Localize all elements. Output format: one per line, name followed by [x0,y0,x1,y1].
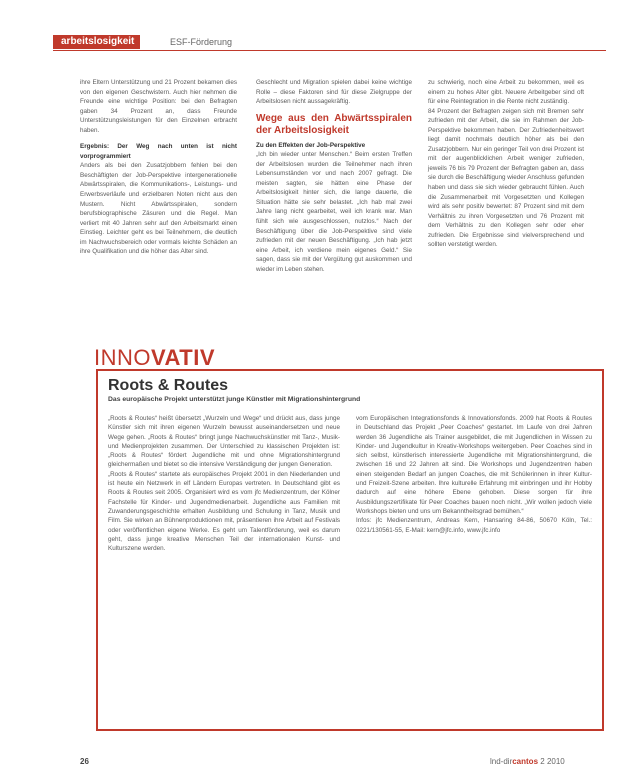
publication-prefix: lnd-dir [490,757,513,766]
publication-brand: cantos [512,757,539,766]
contact-info: Infos: jfc Medienzentrum, Andreas Kern, Hansaring 84-86, 50670 Köln, Tel.: 0221/130561-55, E-Mail: kern@jfc.info, www.jfc.info [356,517,592,534]
paragraph: Anders als bei den Zusatzjobbern fehlen bei den Beschäftigten der Job-Perspektive intergenerationelle Abwärtsspiralen, die Kommunikations-, Leistungs- und Erwerbsverläufe und erzielbaren Noten nicht aus den Mustern. Nicht Abwärtsspiralen, sondern berufsbiographische Zäsuren und die Regel. Man verliert mit 40 Jahren sehr auf den Arbeitsmarkt einen Einstieg. Leichter geht es bei Teilnehmern, die deutlich im Nachwuchsbereich oder vormals leichte Schäden an ihre Qualifikation und die höher das Alter sind. [80,162,237,256]
section-subtitle: ESF-Förderung [170,37,233,47]
section-tag: arbeitslosigkeit [53,35,140,49]
section-heading: Wege aus den Abwärtsspiralen der Arbeitslosigkeit [256,112,412,136]
paragraph: ihre Eltern Unterstützung und 21 Prozent bekamen dies von den eigenen Geschwistern. Auch hier nehmen die Freunde eine wichtige Position: bei den Befragten gaben 34 Prozent an, dass Freunde Unterstützungsleistungen für den Einzelnen erbracht haben. [80,79,237,134]
box-column-1 [108,414,340,553]
paragraph: zu schwierig, noch eine Arbeit zu bekommen, weil es einem zu hohes Alter gibt. Neuere Arbeitgeber sind oft für eine Reintegration in die Rente nicht zuständig. [428,79,584,106]
box-title: Roots & Routes [108,377,228,394]
page-number: 26 [80,757,89,766]
article-column-1 [80,78,237,257]
paragraph: vom Europäischen Integrationsfonds & Innovationsfonds. 2009 hat Roots & Routes in Deutschland das Projekt „Peer Coaches“ gestartet. Im Laufe von drei Jahren werden 36 Jugendliche als Trainer ausgebildet, die mit Jugendlichen in Wissen zu Kinder- und Jugendkultur in Kreativ-Workshops weitergeben. Peer Coaches sind in sich selbst, künstlerisch interessierte Jugendliche mit Migrationshintergrund, die zwischen 16 und 22 Jahren alt sind. Die Workshops und Jugendzentren haben einen steigenden Bedarf an jungen Coaches, die mit Schülerinnen in ihrer Kultur- und Freizeit-Szene arbeiten. Ihre kulturelle Erfahrung mit einbringen und ihr Hobby dadurch auf eine höhere Ebene gehoben. Diese sorgen für ihre Ausbildungszertifikate für Peer Coaches bauen noch nicht. „Wir wollen jedoch viele Workshops bieten und uns um Bekanntheitsgrad bemühen.“ [356,415,592,515]
innovativ-label [94,346,215,370]
innovativ-label-light: INNO [94,345,151,370]
paragraph: 84 Prozent der Befragten zeigen sich mit Bremen sehr zufrieden mit der Arbeit, die sie im Rahmen der Job-Perspektive bekommen haben. Der Zufriedenheitswert liegt damit nochmals deutlich höher als bei den Zusatzjobbern. Nur ein geringer Teil von drei Prozent ist mit der augenblicklichen Arbeit weniger zufrieden, jeweils 76 bis 79 Prozent der Befragten gaben an, dass sie durch die Beschäftigung wieder Anschluss gefunden haben und dass sie sich wieder gebraucht fühlen. Auch die Zusammenarbeit mit Vorgesetzten und Kollegen wird als sehr positiv bewertet: 87 Prozent sind mit dem Verhältnis zu ihren Vorgesetzten und 76 Prozent mit dem Verhältnis zu den Kollegen sehr oder eher zufrieden. Die Ergebnisse sind vielversprechend und sollten verstetigt werden. [428,107,584,249]
subheading: Ergebnis: Der Weg nach unten ist nicht vorprogrammiert [80,143,237,160]
paragraph: „Roots & Routes“ heißt übersetzt „Wurzeln und Wege“ und drückt aus, dass junge Künstler sich mit ihren eigenen Wurzeln bewusst auseinandersetzen und neue Wege gehen. „Roots & Routes“ bringt junge Nachwuchskünstler mit Tanz-, Musik- und Medienprojekten zusammen. Der Unterschied zu klassischen Projekten ist: „Roots & Routes“ fördert Jugendliche mit und ohne Migrationshintergrund gleichermaßen und bietet so die intensive Verständigung der jungen Generation. [108,415,340,469]
paragraph: „Roots & Routes“ startete als europäisches Projekt 2001 in den Niederlanden und ist heute ein Netzwerk in elf Ländern Europas vertreten. In Deutschland gibt es Roots & Routes seit 2005. Organisiert wird es vom jfc Medienzentrum, der Kölner Fachstelle für Kinder- und Jugendmedienarbeit. Jugendliche aus Familien mit Zuwanderungsgeschichte erhalten Ausbildung und Schulung in Tanz, Musik und Film. Sie wirken an Bühnenproduktionen mit, präsentieren ihre Arbeit auf Festivals oder veröffentlichen eigene Werke. Es geht um Talentförderung, weil es darum geht, dass junge kreative Menschen Teil der internationalen Kunst- und Kulturszene werden. [108,470,340,553]
subheading: Zu den Effekten der Job-Perspektive [256,141,366,149]
paragraph: „Ich bin wieder unter Menschen.“ Beim ersten Treffen der Arbeitslosen wurden die Teilnehmer nach ihren Lebensumständen vor und nach 2007 gefragt. Die meisten sagten, sie hätten eine Phase der Arbeitslosigkeit hinter sich, die lange dauerte, die Situation hätte sie sehr belastet. „Ich hab mal zwei Jahre lang nicht gearbeitet, weil ich krank war. Man fühlt sich wie ausgeschlossen, nutzlos.“ Nach der Beschäftigung über die Job-Perspektive sind viele zufrieden mit der neuen Beschäftigung. „Ich hab jetzt eine Arbeit, ich verdiene mein eigenes Geld.“ Sie sagen, dass sie mit der Vergütung gut auskommen und wieder im Leben stehen. [256,151,412,273]
article-column-2 [256,78,412,274]
article-column-3 [428,78,584,250]
header-divider [53,50,606,51]
paragraph: Geschlecht und Migration spielen dabei keine wichtige Rolle – diese Faktoren sind für diese Zielgruppe der Arbeitslosen nicht aussagekräftig. [256,79,412,106]
issue-number: 2 2010 [540,757,565,766]
publication-info [490,757,565,766]
box-subtitle: Das europäische Projekt unterstützt junge Künstler mit Migrationshintergrund [108,396,361,403]
box-column-2 [356,414,592,535]
innovativ-label-bold: VATIV [151,345,216,370]
